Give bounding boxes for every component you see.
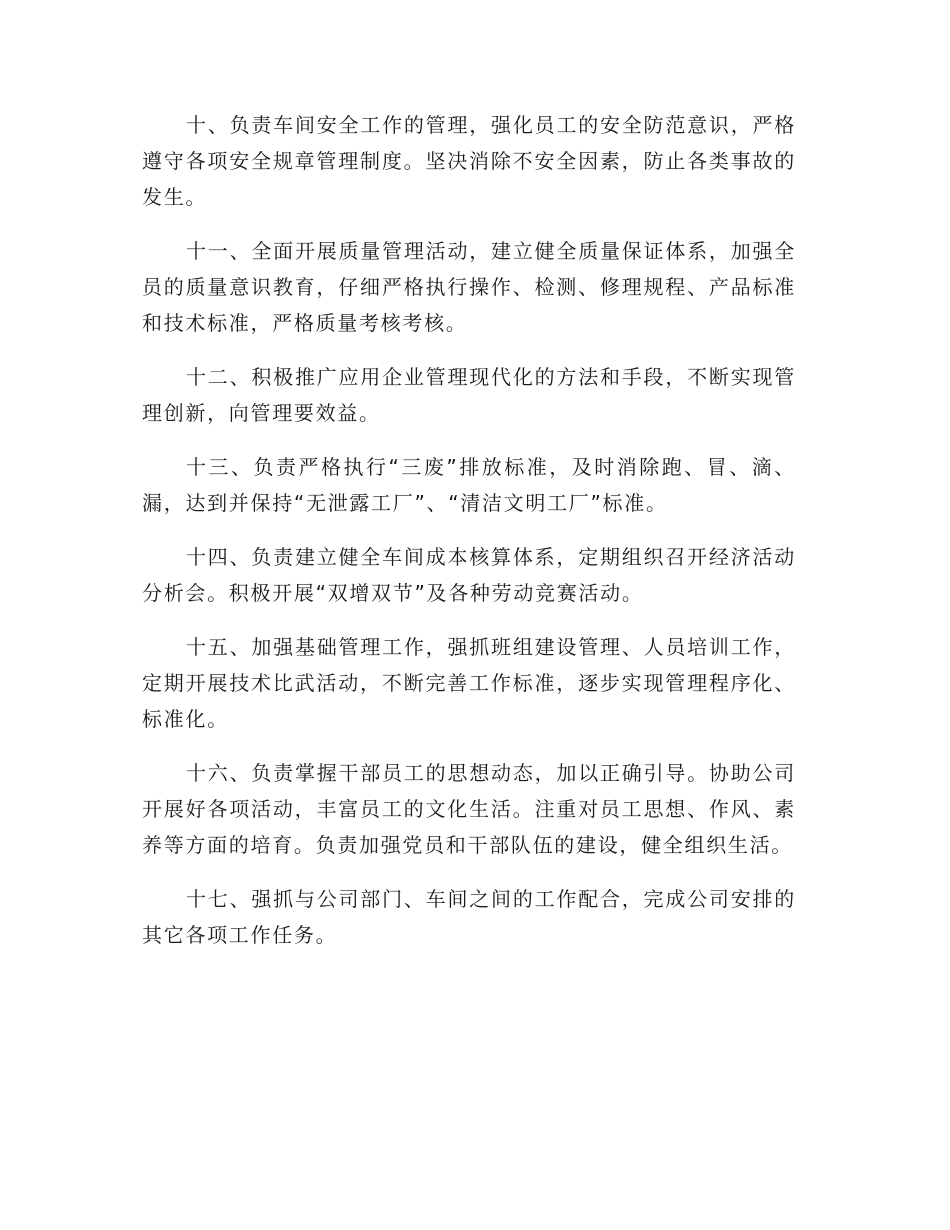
document-body	[142, 107, 796, 971]
paragraph-13: 十三、负责严格执行“三废”排放标准，及时消除跑、冒、滴、漏，达到并保持“无泄露工厂”、“清洁文明工厂”标准。	[142, 455, 796, 515]
paragraph-14: 十四、负责建立健全车间成本核算体系，定期组织召开经济活动分析会。积极开展“双增双节”及各种劳动竞赛活动。	[142, 545, 796, 605]
paragraph-15: 十五、加强基础管理工作，强抓班组建设管理、人员培训工作，定期开展技术比武活动，不断完善工作标准，逐步实现管理程序化、标准化。	[142, 635, 796, 731]
paragraph-11: 十一、全面开展质量管理活动，建立健全质量保证体系，加强全员的质量意识教育，仔细严格执行操作、检测、修理规程、产品标准和技术标准，严格质量考核考核。	[142, 239, 796, 335]
paragraph-10: 十、负责车间安全工作的管理，强化员工的安全防范意识，严格遵守各项安全规章管理制度。坚决消除不安全因素，防止各类事故的发生。	[142, 113, 796, 209]
paragraph-12: 十二、积极推广应用企业管理现代化的方法和手段，不断实现管理创新，向管理要效益。	[142, 365, 796, 425]
paragraph-17: 十七、强抓与公司部门、车间之间的工作配合，完成公司安排的其它各项工作任务。	[142, 887, 796, 947]
paragraph-16: 十六、负责掌握干部员工的思想动态，加以正确引导。协助公司开展好各项活动，丰富员工的文化生活。注重对员工思想、作风、素养等方面的培育。负责加强党员和干部队伍的建设，健全组织生活。	[142, 761, 796, 857]
